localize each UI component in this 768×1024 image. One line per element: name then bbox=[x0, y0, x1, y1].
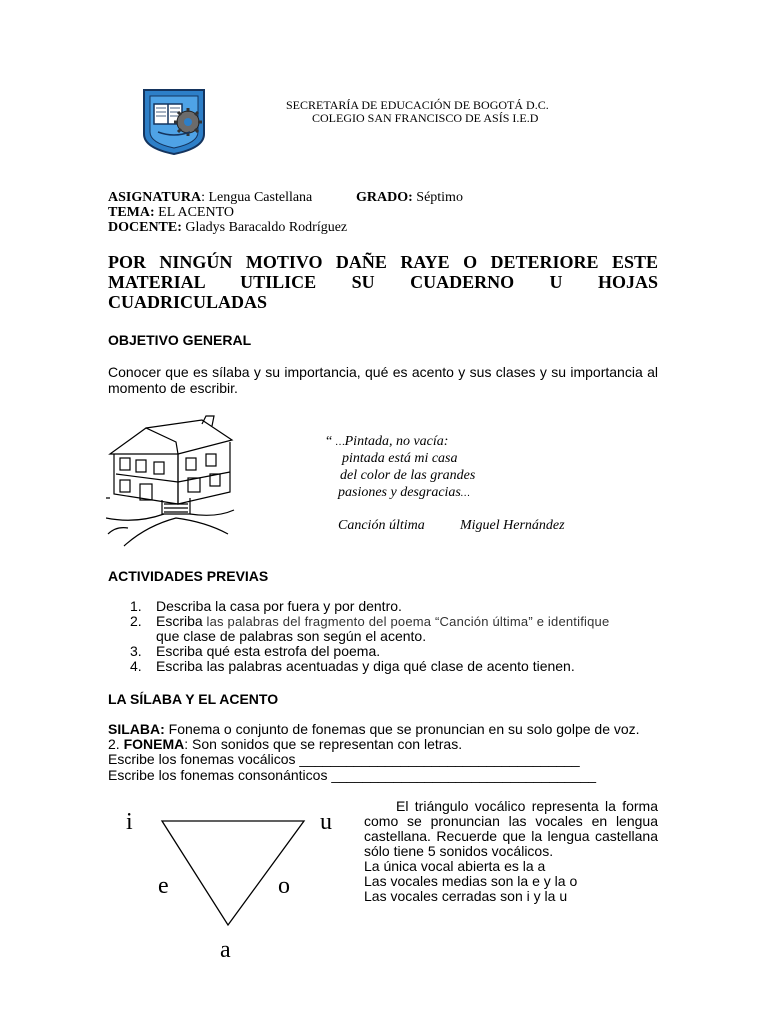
list-item bbox=[130, 599, 660, 614]
item-text-c: que clase de palabras son según el acento. bbox=[156, 628, 427, 644]
poem-line-1 bbox=[326, 434, 448, 450]
warning-notice bbox=[108, 252, 658, 312]
item-text: Describa la casa por fuera y por dentro. bbox=[156, 598, 402, 614]
meta-docente bbox=[108, 220, 347, 236]
list-item bbox=[130, 614, 660, 644]
meta-grado bbox=[356, 190, 463, 206]
item-number: 2. bbox=[130, 613, 142, 629]
vowel-e: e bbox=[158, 873, 169, 899]
actividades-list bbox=[130, 599, 660, 674]
silaba-label: SILABA: bbox=[108, 721, 165, 737]
grado-value: Séptimo bbox=[412, 190, 463, 205]
vocalicos-fill-line: Escribe los fonemas vocálicos ____________________________________ bbox=[108, 751, 580, 767]
vowel-triangle bbox=[120, 805, 340, 965]
warning-line-2: MATERIAL UTILICE SU CUADERNO U HOJAS bbox=[108, 272, 658, 292]
docente-value: Gladys Baracaldo Rodríguez bbox=[181, 220, 348, 235]
warning-line-1: POR NINGÚN MOTIVO DAÑE RAYE O DETERIORE ESTE bbox=[108, 252, 658, 272]
docente-label: DOCENTE: bbox=[108, 220, 182, 235]
asignatura-value: : Lengua Castellana bbox=[201, 190, 313, 205]
silaba-text: Fonema o conjunto de fonemas que se pronuncian en su solo golpe de voz. bbox=[164, 721, 640, 737]
item-text: Escriba qué esta estrofa del poema. bbox=[156, 643, 381, 659]
triangle-paragraph: El triángulo vocálico representa la forma como se pronuncian las vocales en lengua castellana. Recuerde que la lengua castellana sólo tiene 5 sonidos vocálicos. bbox=[364, 798, 658, 859]
triangle-explanation bbox=[364, 799, 658, 904]
house-illustration bbox=[106, 414, 236, 549]
fonema-label: FONEMA bbox=[123, 736, 185, 752]
objetivo-heading: OBJETIVO GENERAL bbox=[108, 332, 252, 348]
poem-open-quote: “ bbox=[326, 434, 336, 449]
meta-asignatura bbox=[108, 190, 312, 206]
asignatura-label: ASIGNATURA bbox=[108, 190, 202, 205]
triangle-line-2: Las vocales medias son la e y la o bbox=[364, 873, 578, 889]
vowel-i: i bbox=[126, 809, 133, 835]
list-item bbox=[130, 644, 660, 659]
fonema-text: : Son sonidos que se representan con letras. bbox=[184, 736, 463, 752]
fonema-number: 2. bbox=[108, 736, 124, 752]
poem-line-4 bbox=[338, 485, 470, 501]
actividades-heading: ACTIVIDADES PREVIAS bbox=[108, 568, 269, 584]
poem-line-3: del color de las grandes bbox=[340, 468, 476, 483]
meta-tema bbox=[108, 205, 234, 221]
poem-ellipsis-end: … bbox=[460, 488, 470, 499]
vowel-o: o bbox=[278, 873, 290, 899]
fonema-definition bbox=[108, 737, 462, 752]
poem-line-4-text: pasiones y desgracias bbox=[338, 485, 461, 500]
tema-value: EL ACENTO bbox=[154, 205, 235, 220]
triangle-line-3: Las vocales cerradas son i y la u bbox=[364, 888, 568, 904]
header-secretaria: SECRETARÍA DE EDUCACIÓN DE BOGOTÁ D.C. bbox=[286, 98, 549, 112]
vowel-a: a bbox=[220, 937, 231, 963]
poem-line-2: pintada está mi casa bbox=[342, 451, 458, 466]
consonanticos-fill-line: Escribe los fonemas consonánticos __________________________________ bbox=[108, 767, 597, 783]
tema-label: TEMA: bbox=[108, 205, 155, 220]
objetivo-text: Conocer que es sílaba y su importancia, qué es acento y sus clases y su importancia al momento de escribir. bbox=[108, 364, 658, 396]
school-logo bbox=[138, 86, 210, 156]
poem-author: Miguel Hernández bbox=[460, 518, 565, 533]
header-colegio: COLEGIO SAN FRANCISCO DE ASÍS I.E.D bbox=[312, 111, 539, 125]
item-text: Escriba las palabras acentuadas y diga qué clase de acento tienen. bbox=[156, 658, 575, 674]
grado-label: GRADO: bbox=[356, 190, 413, 205]
item-number: 1. bbox=[130, 598, 142, 614]
silaba-heading: LA SÍLABA Y EL ACENTO bbox=[108, 691, 279, 707]
item-number: 4. bbox=[130, 658, 142, 674]
warning-line-3: CUADRICULADAS bbox=[108, 292, 268, 312]
poem-song-title: Canción última bbox=[338, 518, 425, 533]
item-text-b: las palabras del fragmento del poema “Canción última” e identifique bbox=[202, 614, 610, 629]
triangle-line-1: La única vocal abierta es la a bbox=[364, 858, 546, 874]
item-number: 3. bbox=[130, 643, 142, 659]
poem-line-1-text: Pintada, no vacía: bbox=[344, 434, 449, 449]
poem-ellipsis-start: … bbox=[335, 437, 345, 448]
item-text-a: Escriba bbox=[156, 613, 203, 629]
list-item bbox=[130, 659, 660, 674]
vowel-u: u bbox=[320, 809, 332, 835]
silaba-definition bbox=[108, 722, 640, 737]
item-text bbox=[156, 614, 609, 644]
